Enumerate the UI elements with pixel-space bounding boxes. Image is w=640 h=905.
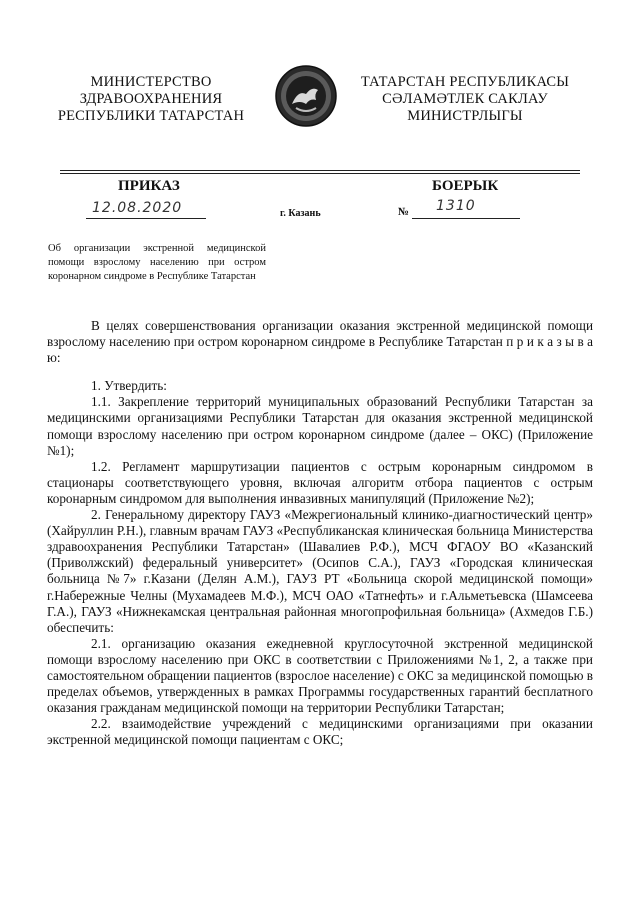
order-date: 12.08.2020 <box>92 200 183 216</box>
paragraph: В целях совершенствования организации оказания экстренной медицинской помощи взрослому населению при остром коронарном синдроме в Республике Татарстан п р и к а з ы в а ю: <box>47 318 593 366</box>
paragraph: 2.1. организацию оказания ежедневной круглосуточной экстренной медицинской помощи взрослому населению при ОКС в соответствии с Приложениями №1, 2, а также при самостоятельном обращении пациентов (взрослое население) с ОКС за медицинской помощью в пределах объемов, утвержденных в рамках Программы государственных гарантий бесплатного оказания гражданам медицинской помощи на территории Республики Татарстан; <box>47 635 593 716</box>
coat-of-arms-icon <box>274 64 338 128</box>
order-subject: Об организации экстренной медицинской помощи взрослому населению при остром коронарном синдроме в Республике Татарстан <box>48 243 266 282</box>
header-rule <box>60 173 580 174</box>
ministry-line: ЗДРАВООХРАНЕНИЯ <box>79 91 223 107</box>
paragraph: 2. Генеральному директору ГАУЗ «Межрегиональный клинико-диагностический центр» (Хайруллин Р.Н.), главным врачам ГАУЗ «Республиканская клиническая больница Министерства здравоохранения Республики Татарстан» (Шавалиев Р.Ф.), МСЧ ФГАОУ ВО «Казанский (Приволжский) федеральный университет» (Осипов С.А.), ГАУЗ «Городская клиническая больница №7» г.Казани (Делян А.М.), ГАУЗ РТ «Больница скорой медицинской помощи» г.Набережные Челны (Мухамадеев М.Ф.), МСЧ ОАО «Татнефть» и г.Альметьевска (Шамсеева Г.А.), ГАУЗ «Нижнекамская центральная районная многопрофильная больница» (Ахмедов Г.Б.) обеспечить: <box>47 507 593 635</box>
paragraph: 1.1. Закрепление территорий муниципальных образований Республики Татарстан за медицинскими организациями Республики Татарстан для оказания экстренной медицинской помощи взрослому населению при остром коронарном синдроме (далее – ОКС) (Приложение №1); <box>47 394 593 458</box>
ministry-name-ru <box>46 74 256 125</box>
ministry-line: ТАТАРСТАН РЕСПУБЛИКАСЫ <box>360 74 570 90</box>
paragraph: 2.2. взаимодействие учреждений с медицинскими организациями при оказании экстренной медицинской помощи пациентам с ОКС; <box>47 716 593 748</box>
order-title-ru: ПРИКАЗ <box>118 178 180 194</box>
ministry-line: МИНИСТРЛЫГЫ <box>407 108 523 124</box>
order-city: г. Казань <box>280 208 321 219</box>
ministry-line: МИНИСТЕРСТВО <box>90 74 212 90</box>
paragraph: 1. Утвердить: <box>91 378 167 394</box>
order-body <box>47 318 593 748</box>
order-title-tt: БОЕРЫК <box>432 178 499 194</box>
ministry-name-tt <box>350 74 580 125</box>
order-number: 1310 <box>436 198 476 214</box>
header-rule <box>60 170 580 171</box>
ministry-line: СӘЛАМӘТЛЕК САКЛАУ <box>382 91 548 107</box>
order-number-label: № <box>398 206 410 218</box>
paragraph: 1.2. Регламент маршрутизации пациентов с острым коронарным синдромом в стационары соответствующего уровня, включая алгоритм отбора пациентов с острым коронарным синдромом для выполнения инвазивных манипуляций (Приложение №2); <box>47 458 593 506</box>
ministry-line: РЕСПУБЛИКИ ТАТАРСТАН <box>57 108 245 124</box>
